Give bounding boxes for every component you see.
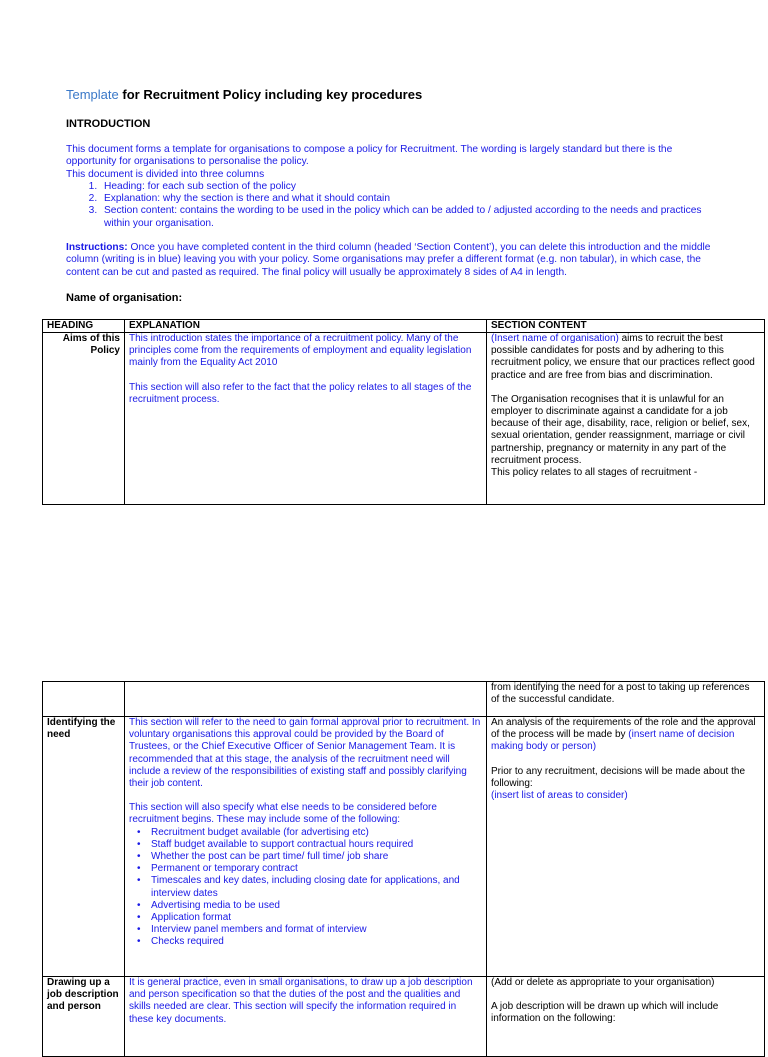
title-template-word: Template: [66, 87, 119, 102]
content-text: An analysis of the requirements of the role and the approval of the process will be made by: [491, 717, 756, 741]
content-para: (Add or delete as appropriate to your organisation): [491, 977, 715, 988]
insert-org-placeholder: (Insert name of organisation): [491, 333, 619, 344]
intro-block: [66, 144, 716, 279]
intro-paragraph-1: This document forms a template for organisations to compose a policy for Recruitment. The wording is largely standard but there is the opportunity for organisations to personalise the policy.: [66, 144, 673, 168]
list-item: • Permanent or temporary contract: [151, 863, 482, 875]
page-title: [66, 87, 422, 102]
intro-list-item: 1. Heading: for each sub section of the policy: [100, 181, 716, 193]
content-para: The Organisation recognises that it is unlawful for an employer to discriminate against a candidate for a job because of their age, disability, race, religion or belief, sex, sexual orientation, gender reassignment, marriage or civil partnership, pregnancy or maternity in any part of the recruitment process.: [491, 393, 750, 466]
row-section-content: [487, 333, 765, 505]
row-heading: Identifying the need: [43, 717, 125, 977]
col-header-explanation: EXPLANATION: [125, 320, 487, 333]
intro-list: [66, 181, 716, 230]
table-header-row: [43, 320, 765, 333]
table-row: [43, 977, 765, 1057]
content-para: A job description will be drawn up which will include information on the following:: [491, 1001, 719, 1025]
instructions-label: Instructions:: [66, 242, 128, 254]
empty-cell: [125, 682, 487, 717]
continued-content: from identifying the need for a post to taking up references of the successful candidate.: [487, 682, 765, 717]
row-section-content: [487, 977, 765, 1057]
list-item: • Checks required: [151, 936, 482, 948]
list-item: • Advertising media to be used: [151, 900, 482, 912]
row-heading: Drawing up a job description and person: [43, 977, 125, 1057]
list-item: • Staff budget available to support contractual hours required: [151, 839, 482, 851]
row-explanation: [125, 333, 487, 505]
instructions-text: Once you have completed content in the third column (headed ‘Section Content’), you can delete this introduction and the middle column (writing is in blue) leaving you with your policy. Some organisations may prefer a different format (e.g. non tabular), in which case, the content can be cut and pasted as required. The final policy will usually be approximately 8 sides of A4 in length.: [66, 242, 711, 278]
row-explanation: It is general practice, even in small organisations, to draw up a job description and person specification so that the duties of the post and the qualities and skills needed are clear. This section will specify the information required in these key documents.: [125, 977, 487, 1057]
content-text: aims to recruit the best possible candidates for posts and by adhering to this recruitment policy, we ensure that our practices reflect good practice and are free from bias and discrimination.: [491, 333, 755, 381]
row-section-content: [487, 717, 765, 977]
content-para: This policy relates to all stages of recruitment -: [491, 467, 698, 479]
policy-table-1: [42, 319, 765, 505]
intro-paragraph-2: This document is divided into three columns: [66, 168, 265, 180]
org-name-label: Name of organisation:: [66, 292, 183, 304]
content-para: [491, 717, 760, 754]
intro-list-item: 2. Explanation: why the section is there and what it should contain: [100, 193, 716, 205]
table-row: [43, 717, 765, 977]
list-item: • Interview panel members and format of interview: [151, 924, 482, 936]
explanation-para: This introduction states the importance of a recruitment policy. Many of the principles come from the requirements of employment and equality legislation mainly from the Equality Act 2010: [129, 333, 472, 369]
row-heading: Aims of this Policy: [43, 333, 125, 505]
insert-areas-placeholder: (insert list of areas to consider): [491, 790, 628, 802]
table-row: [43, 333, 765, 505]
considerations-list: [129, 827, 482, 949]
content-para: [491, 333, 760, 382]
col-header-section-content: SECTION CONTENT: [487, 320, 765, 333]
intro-heading: INTRODUCTION: [66, 118, 151, 130]
content-para: Prior to any recruitment, decisions will be made about the following:: [491, 765, 746, 789]
row-explanation: [125, 717, 487, 977]
insert-decision-maker-placeholder: (insert name of decision making body or person): [491, 729, 735, 753]
explanation-para: This section will also specify what else needs to be considered before recruitment begins. These may include some of the following:: [129, 802, 437, 826]
list-item: • Application format: [151, 912, 482, 924]
explanation-para: This section will refer to the need to gain formal approval prior to recruitment. In voluntary organisations this approval could be provided by the Board of Trustees, or the Chief Executive Officer of Senior Management Team. It is recommended that at this stage, the analysis of the recruitment need will include a review of the responsibilities of existing staff and possibly clarifying their job content.: [129, 717, 481, 790]
list-item: • Timescales and key dates, including closing date for applications, and interview dates: [151, 875, 482, 899]
list-item: • Recruitment budget available (for advertising etc): [151, 827, 482, 839]
list-item: • Whether the post can be part time/ full time/ job share: [151, 851, 482, 863]
explanation-para: This section will also refer to the fact that the policy relates to all stages of the recruitment process.: [129, 381, 472, 405]
table-row: [43, 682, 765, 717]
col-header-heading: HEADING: [43, 320, 125, 333]
intro-list-item: 3. Section content: contains the wording to be used in the policy which can be added to / adjusted according to the needs and practices within your organisation.: [100, 205, 716, 230]
instructions-paragraph: [66, 242, 716, 279]
title-rest: for Recruitment Policy including key procedures: [122, 87, 423, 102]
empty-cell: [43, 682, 125, 717]
policy-table-2: [42, 681, 765, 1057]
